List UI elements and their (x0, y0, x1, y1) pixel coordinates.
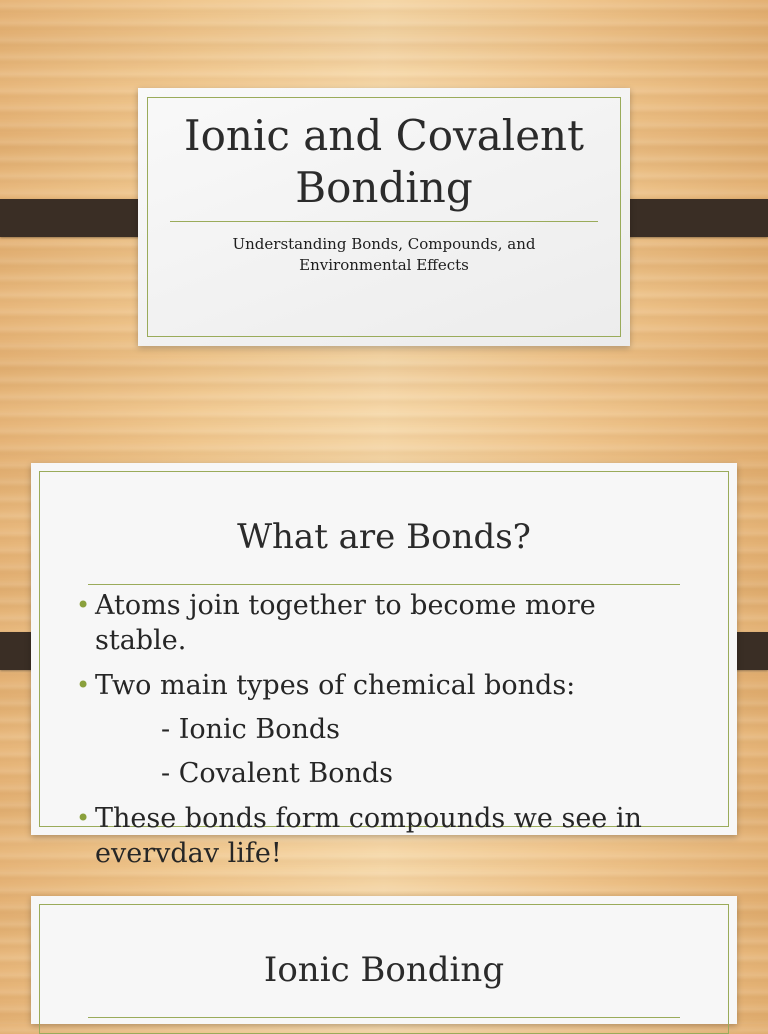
bullet-list (74, 588, 714, 871)
bullet-text-cont: evervdav life! (95, 838, 282, 869)
subtitle-line-2: Environmental Effects (299, 256, 469, 274)
sub-item (74, 712, 714, 747)
slide-2-title: What are Bonds? (237, 517, 531, 557)
subtitle-line-1: Understanding Bonds, Compounds, and (232, 235, 536, 253)
bullet-dot-icon: • (76, 671, 91, 699)
sub-item (74, 756, 714, 791)
presentation-subtitle (138, 234, 630, 276)
bullet-item (74, 668, 714, 703)
tape-right-1 (612, 199, 768, 237)
bullet-text: Two main types of chemical bonds: (95, 670, 576, 701)
slide-3-title: Ionic Bonding (263, 950, 505, 990)
sub-item-text: - Covalent Bonds (161, 758, 394, 789)
bullet-dot-icon: • (76, 591, 91, 619)
bullet-text: Atoms join together to become more (95, 590, 596, 621)
title-divider (170, 221, 598, 222)
bullet-text-cont: stable. (95, 625, 187, 656)
bullet-dot-icon: • (76, 804, 91, 832)
bullet-item (74, 801, 714, 871)
slide-3-divider (88, 1017, 680, 1018)
title-line-1: Ionic and Covalent (184, 111, 584, 160)
slide-2-divider (88, 584, 680, 585)
title-slide[interactable] (138, 88, 630, 346)
bullet-item (74, 588, 714, 658)
bullet-text: These bonds form compounds we see in (95, 803, 642, 834)
tape-left-1 (0, 199, 156, 237)
content-slide-ionic-bonding[interactable] (31, 896, 737, 1024)
sub-item-text: - Ionic Bonds (161, 714, 340, 745)
title-line-2: Bonding (295, 163, 473, 212)
presentation-title (138, 110, 630, 214)
